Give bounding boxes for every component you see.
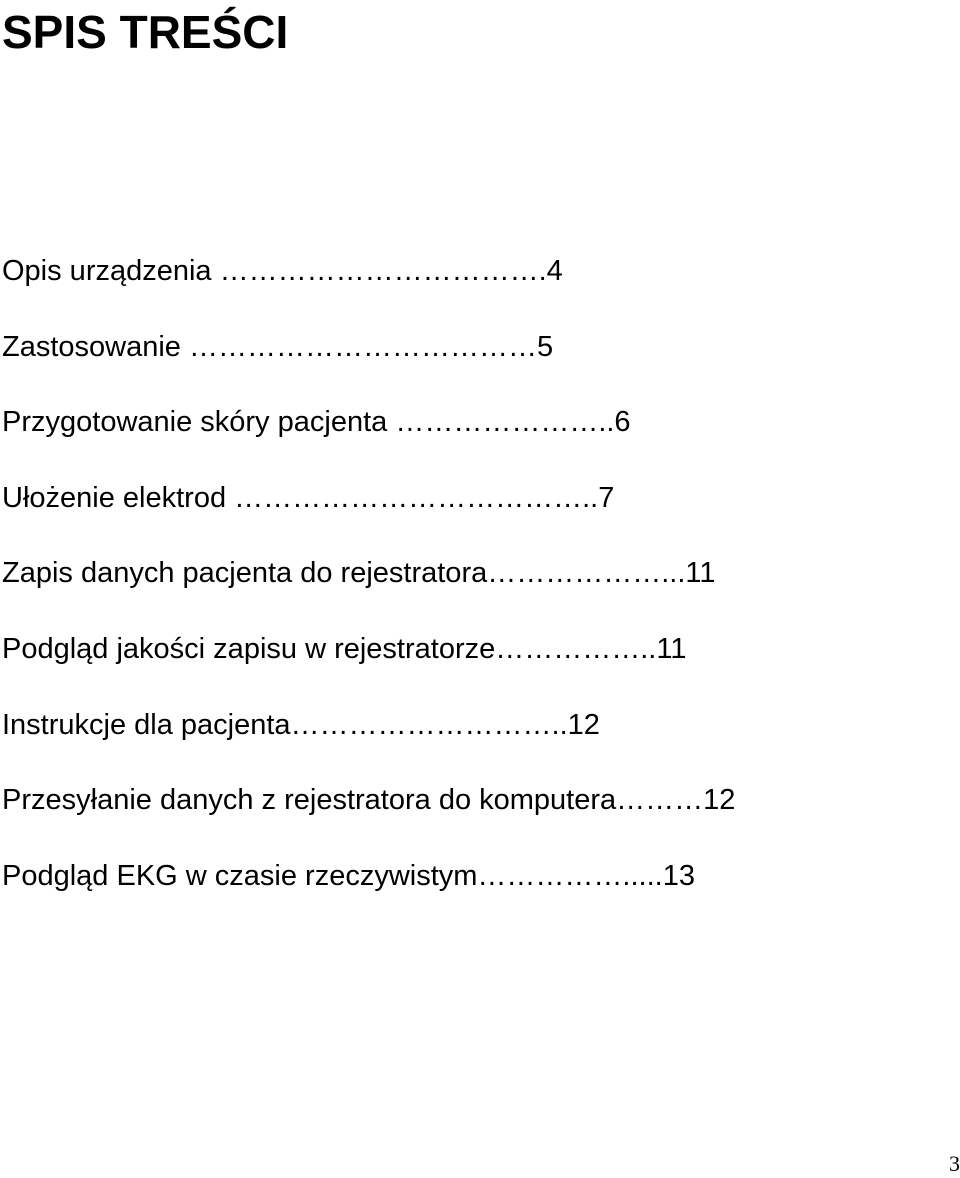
page-number: 3 [949, 1151, 960, 1176]
toc-entry-application: Zastosowanie ………………………………5 [2, 330, 554, 363]
toc-entry-realtime-ekg: Podgląd EKG w czasie rzeczywistym…………….....13 [2, 859, 695, 892]
toc-entry-data-transfer: Przesyłanie danych z rejestratora do komputera………12 [2, 784, 736, 817]
toc-entry-patient-data-recording: Zapis danych pacjenta do rejestratora………………...11 [2, 557, 716, 590]
toc-entry-recording-quality-preview: Podgląd jakości zapisu w rejestratorze……………..11 [2, 632, 687, 665]
table-of-contents [2, 246, 960, 926]
page-title: SPIS TREŚCI [2, 6, 289, 58]
toc-entry-patient-instructions: Instrukcje dla pacjenta………………………..12 [2, 708, 600, 741]
toc-entry-electrode-placement: Ułożenie elektrod ………………………………..7 [2, 481, 615, 514]
toc-entry-device-description: Opis urządzenia …………………………….4 [2, 255, 563, 287]
toc-entry-skin-preparation: Przygotowanie skóry pacjenta …………………..6 [2, 406, 631, 439]
